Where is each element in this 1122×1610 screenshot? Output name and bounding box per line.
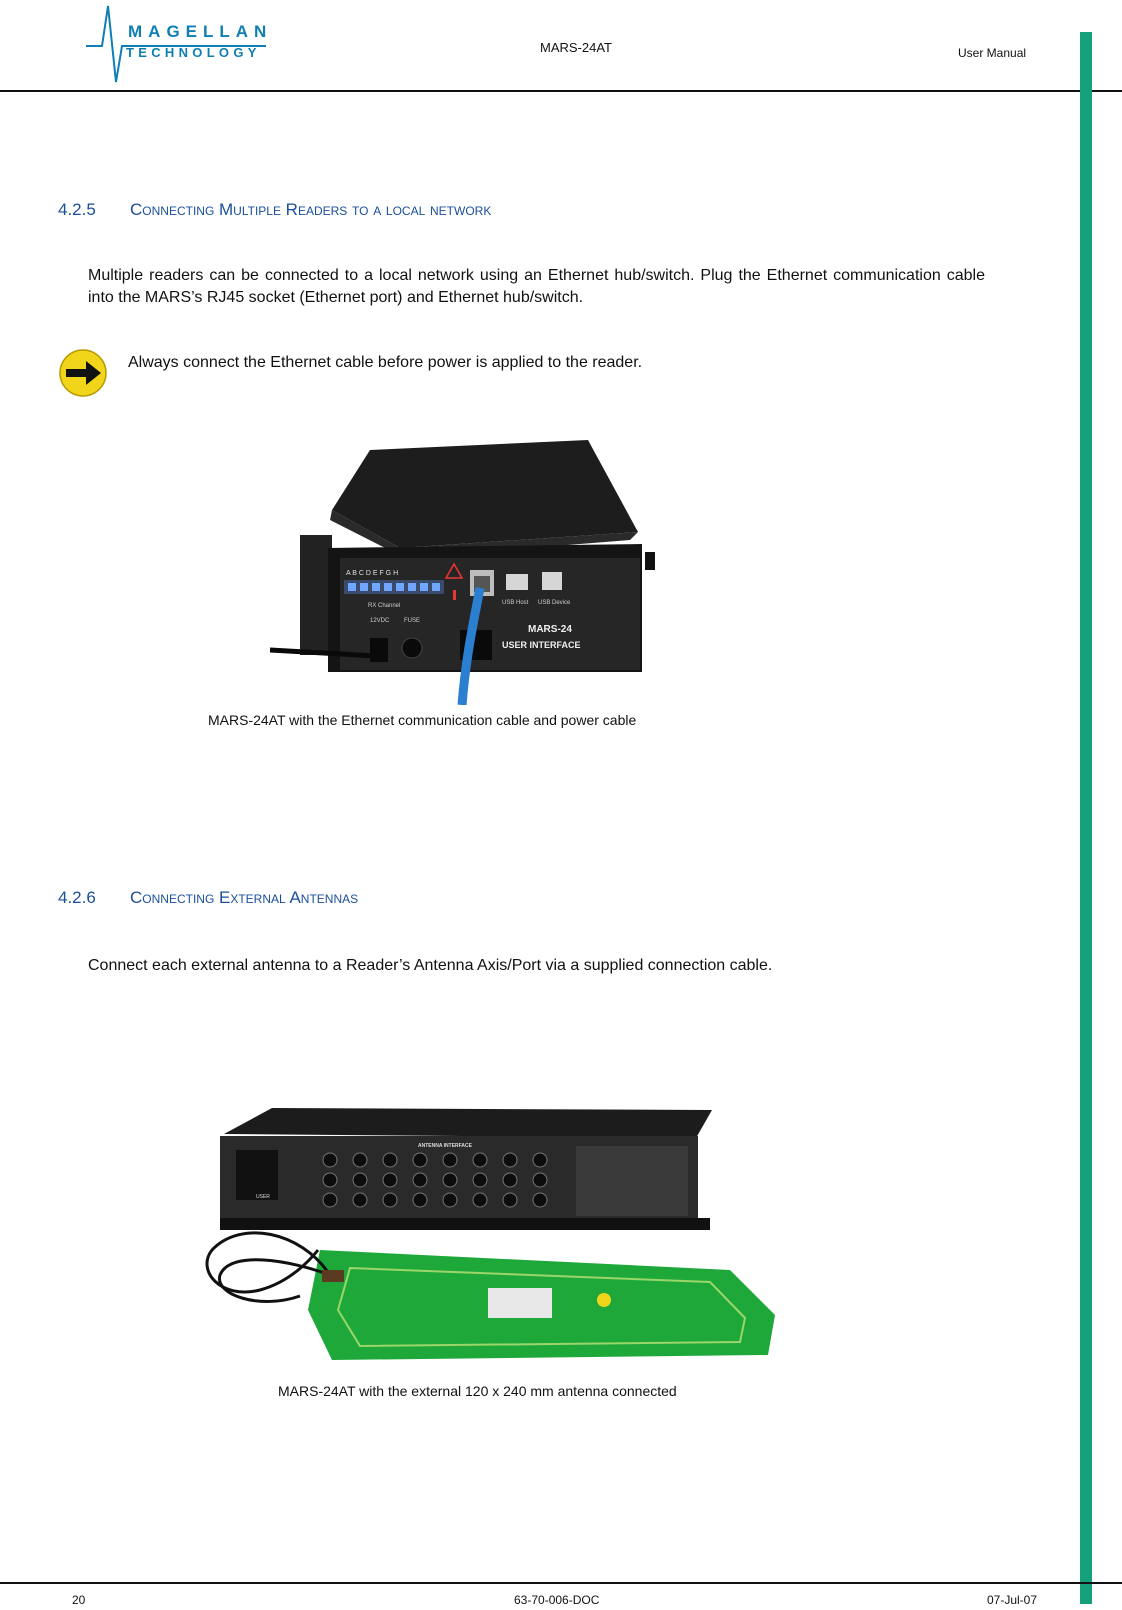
footer-doc-number: 63-70-006-DOC xyxy=(514,1593,600,1607)
user-panel-label: USER xyxy=(256,1194,270,1200)
section-title: Connecting External Antennas xyxy=(130,888,359,907)
power-label: 12VDC xyxy=(370,618,390,624)
footer-page-number: 20 xyxy=(72,1593,86,1607)
section-number: 4.2.5 xyxy=(58,200,96,219)
rx-letters-label: A B C D E F G H xyxy=(346,570,399,577)
reader-antenna-photo xyxy=(200,1100,790,1375)
note-text: Always connect the Ethernet cable before power is applied to the reader. xyxy=(128,354,643,371)
rx-channel-label: RX Channel xyxy=(368,603,401,609)
section-paragraph: Multiple readers can be connected to a local network using an Ethernet hub/switch. Plug the Ethernet communication cable into the MARS’s RJ45 socket (Ethernet port) and Ethernet hub/switch. xyxy=(88,267,985,306)
footer-date: 07-Jul-07 xyxy=(987,1593,1038,1607)
model-label: MARS-24 xyxy=(528,624,572,635)
interface-label: USER INTERFACE xyxy=(502,640,581,650)
section-paragraph: Connect each external antenna to a Reader’s Antenna Axis/Port via a supplied connection cable. xyxy=(88,957,773,974)
usb-host-label: USB Host xyxy=(502,600,529,606)
section-heading-4-2-6 xyxy=(58,888,358,908)
arrow-note-icon xyxy=(58,348,108,398)
company-logo xyxy=(86,2,266,86)
usb-device-label: USB Device xyxy=(538,600,571,606)
reader-ethernet-photo xyxy=(270,440,670,705)
fuse-label: FUSE xyxy=(404,618,421,624)
header-doc-type: User Manual xyxy=(958,46,1027,60)
side-accent-bar xyxy=(1080,32,1092,1604)
figure-caption-2: MARS-24AT with the external 120 x 240 mm antenna connected xyxy=(278,1383,677,1399)
section-number: 4.2.6 xyxy=(58,888,96,907)
section-title: Connecting Multiple Readers to a local network xyxy=(130,200,492,219)
footer-divider xyxy=(0,1582,1122,1584)
section-heading-4-2-5 xyxy=(58,200,491,220)
header-divider xyxy=(0,90,1122,92)
header-product-name: MARS-24AT xyxy=(540,40,612,55)
logo-text-technology: TECHNOLOGY xyxy=(126,45,261,60)
figure-caption-1: MARS-24AT with the Ethernet communication cable and power cable xyxy=(208,712,637,728)
logo-text-magellan: MAGELLAN xyxy=(128,22,273,41)
antenna-interface-label: ANTENNA INTERFACE xyxy=(418,1143,472,1149)
